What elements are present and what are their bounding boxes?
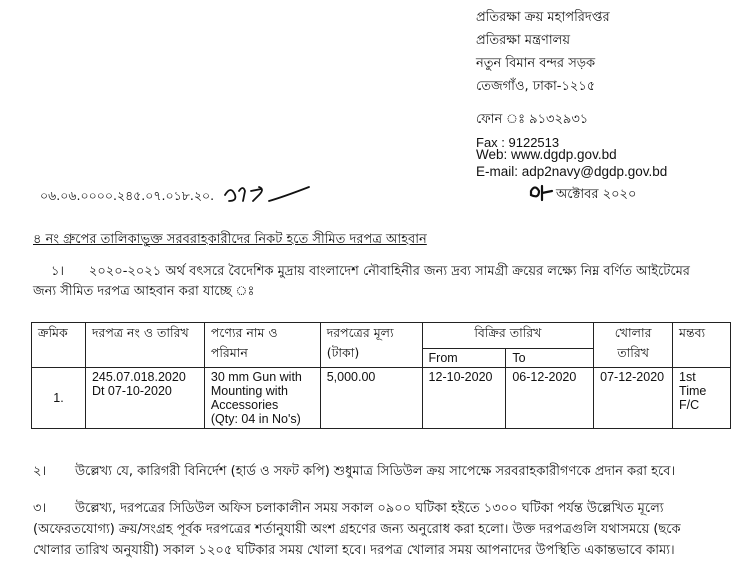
address-line: প্রতিরক্ষা মন্ত্রণালয় [476, 33, 570, 48]
cell-price: 5,000.00 [320, 368, 422, 429]
paragraph-text: জন্য সীমিত দরপত্র আহবান করা যাচ্ছে ঃ [33, 284, 255, 299]
paragraph-3 [33, 498, 723, 561]
phone-number: ফোন ঃ ৯১৩২৯৩১ [476, 112, 589, 127]
cell-item [204, 368, 320, 429]
item-name: 30 mm Gun with Mounting with Accessories [210, 370, 302, 412]
handwritten-memo-suffix [221, 181, 313, 205]
tender-number: 245.07.018.2020 [91, 370, 186, 384]
website: Web: www.dgdp.gov.bd [476, 147, 617, 162]
header-tender: দরপত্র নং ও তারিখ [85, 323, 204, 368]
header-from: From [422, 348, 506, 367]
handwritten-day [528, 182, 554, 204]
contact-block [476, 146, 667, 180]
fax-number: Fax : 9122513 [476, 135, 560, 150]
header-remarks: মন্তব্য [673, 323, 731, 368]
cell-remarks: 1st Time F/C [673, 368, 731, 429]
header-serial: ক্রমিক [32, 323, 86, 368]
cell-from: 12-10-2020 [422, 368, 506, 429]
paragraph-1 [33, 262, 723, 302]
office-address [476, 6, 610, 154]
memo-date: অক্টোবর ২০২০ [556, 187, 637, 202]
paragraph-text: উল্লেখ্য, দরপত্রের সিডিউল অফিস চলাকালীন সময় সকাল ০৯০০ ঘটিকা হইতে ১৩০০ ঘটিকা পর্যন্ত উল্লেখিত মূল্যে [75, 501, 664, 516]
header-to: To [506, 348, 594, 367]
tender-date: Dt 07-10-2020 [91, 384, 172, 398]
subject-line: ৪ নং গ্রুপের তালিকাভূক্ত সরবরাহকারীদের নিকট হতে সীমিত দরপত্র আহবান [33, 232, 427, 247]
item-qty: (Qty: 04 in No's) [210, 412, 301, 426]
header-item: পণ্যের নাম ও পরিমান [204, 323, 320, 368]
address-line: তেজগাঁও, ঢাকা-১২১৫ [476, 79, 596, 94]
header-opening-date: খোলার তারিখ [594, 323, 673, 368]
tender-table [31, 322, 731, 429]
table-row [32, 368, 731, 429]
cell-to: 06-12-2020 [506, 368, 594, 429]
memo-number: ০৬.০৬.০০০০.২৪৫.০৭.০১৮.২০. [40, 188, 215, 203]
paragraph-text: (অফেরতযোগ্য) ক্রয়/সংগ্রহ পূর্বক দরপত্রের শর্তানুযায়ী অংশ গ্রহণের জন্য অনুরোধ করা হলো। উক্ত দরপত্রগুলি যথাসময়ে (ছকে [33, 522, 681, 537]
paragraph-text: খোলার তারিখ অনুযায়ী) সকাল ১২০৫ ঘটিকার সময় খোলা হবে। দরপত্র খোলার সময় আপনাদের উপস্থিতি একান্তভাবে কাম্য। [33, 543, 675, 558]
cell-serial: 1. [32, 368, 86, 429]
email: E-mail: adp2navy@dgdp.gov.bd [476, 164, 668, 179]
paragraph-number: ২। [33, 464, 47, 479]
paragraph-number: ১। [51, 264, 65, 279]
address-line: নতুন বিমান বন্দর সড়ক [476, 56, 596, 71]
header-sale-date: বিক্রির তারিখ [422, 323, 594, 349]
paragraph-text: ২০২০-২০২১ অর্থ বৎসরে বৈদেশিক মুদ্রায় বাংলাদেশ নৌবাহিনীর জন্য দ্রব্য সামগ্রী ক্রয়ের লক্ষ্যে নিম্ন বর্ণিত আইটেমের [88, 264, 690, 279]
paragraph-text: উল্লেখ্য যে, কারিগরী বিনির্দেশ (হার্ড ও সফট কপি) শুধুমাত্র সিডিউল ক্রয় সাপেক্ষে সরবরাহকারীগণকে প্রদান করা হবে। [75, 464, 676, 479]
header-price: দরপত্রের মূল্য (টাকা) [320, 323, 422, 368]
paragraph-number: ৩। [33, 501, 47, 516]
paragraph-2 [33, 462, 723, 482]
cell-tender [85, 368, 204, 429]
cell-opening: 07-12-2020 [594, 368, 673, 429]
address-line: প্রতিরক্ষা ক্রয় মহাপরিদপ্তর [476, 10, 610, 25]
